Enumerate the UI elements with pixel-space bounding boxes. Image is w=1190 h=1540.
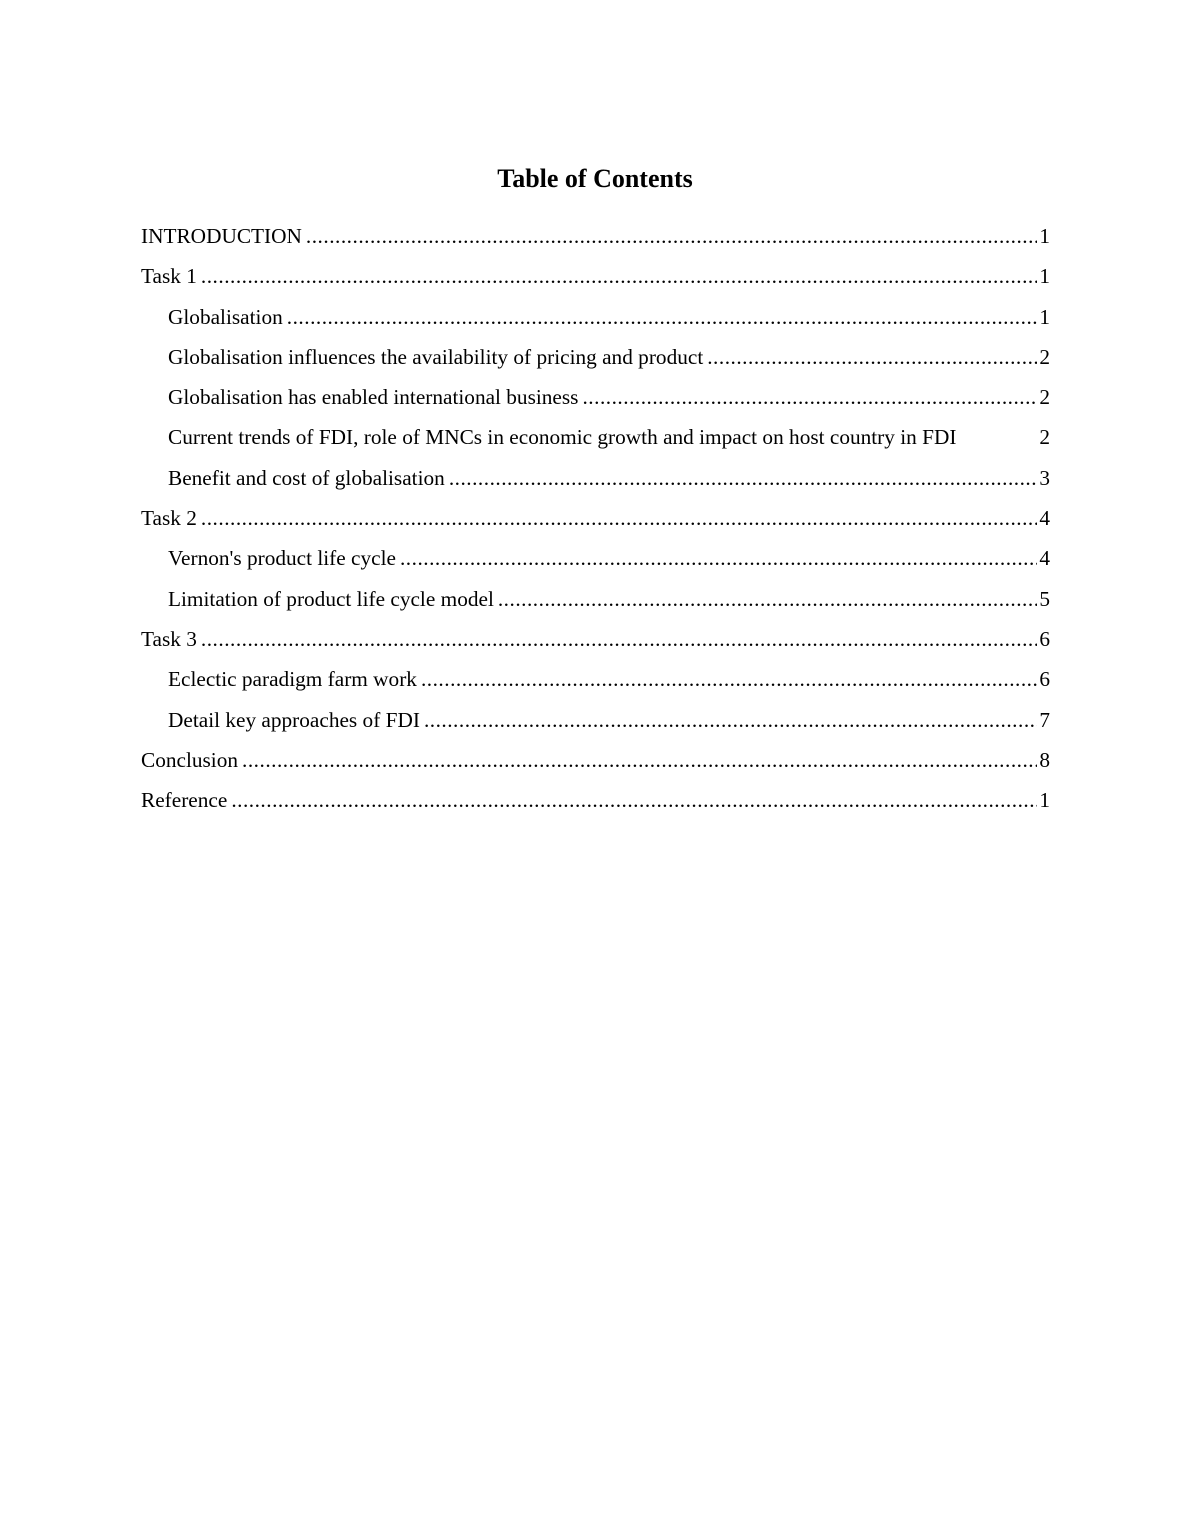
- toc-dot-leader: [707, 342, 1037, 372]
- toc-dot-leader: [421, 664, 1037, 694]
- toc-entry-vernon[interactable]: [141, 543, 1050, 583]
- toc-dot-leader: [287, 302, 1038, 332]
- toc-dot-leader: [231, 785, 1037, 815]
- toc-entry-label: Benefit and cost of globalisation: [168, 463, 449, 493]
- toc-dot-leader: [400, 543, 1037, 573]
- toc-dot-leader: [201, 503, 1037, 533]
- toc-page-number: 1: [1039, 264, 1050, 289]
- toc-page-number: 5: [1039, 586, 1050, 611]
- toc-dot-leader: [582, 382, 1037, 412]
- toc-entry-label: Current trends of FDI, role of MNCs in economic growth and impact on host country in FDI: [168, 422, 960, 452]
- toc-entry-globalisation[interactable]: [141, 302, 1050, 342]
- toc-entry-label: Globalisation has enabled international business: [168, 382, 582, 412]
- toc-page-number: 2: [1039, 385, 1050, 410]
- toc-entry-label: INTRODUCTION: [141, 221, 306, 251]
- toc-entry-label: Detail key approaches of FDI: [168, 705, 424, 735]
- toc-entry-introduction[interactable]: [141, 221, 1050, 261]
- toc-entry-label: Task 1: [141, 261, 201, 291]
- toc-dot-leader: [498, 584, 1037, 614]
- toc-dot-leader: [242, 745, 1037, 775]
- toc-dot-leader: [449, 463, 1038, 493]
- toc-page-number: 2: [1039, 344, 1050, 369]
- toc-entry-label: Task 3: [141, 624, 201, 654]
- toc-page-number: 2: [1039, 425, 1050, 450]
- toc-title: Table of Contents: [497, 164, 693, 193]
- toc-page-number: 1: [1039, 224, 1050, 248]
- toc-list: [141, 221, 1050, 825]
- toc-entry-label: Globalisation influences the availability of pricing and product: [168, 342, 707, 372]
- toc-dot-leader: [306, 221, 1037, 251]
- toc-page-number: 6: [1039, 667, 1050, 692]
- toc-entry-task-1[interactable]: [141, 261, 1050, 301]
- toc-entry-international-business[interactable]: [141, 382, 1050, 422]
- toc-entry-label: Task 2: [141, 503, 201, 533]
- toc-entry-label: Eclectic paradigm farm work: [168, 664, 421, 694]
- toc-entry-benefit-cost[interactable]: [141, 463, 1050, 503]
- toc-dot-leader: [424, 705, 1037, 735]
- toc-page-number: 1: [1039, 788, 1050, 813]
- toc-entry-fdi-trends[interactable]: [141, 422, 1050, 462]
- toc-entry-label: Conclusion: [141, 745, 242, 775]
- toc-page-number: 8: [1039, 747, 1050, 772]
- toc-page-number: 4: [1039, 506, 1050, 531]
- toc-entry-conclusion[interactable]: [141, 745, 1050, 785]
- toc-page-number: 4: [1039, 546, 1050, 571]
- toc-entry-label: Limitation of product life cycle model: [168, 584, 498, 614]
- toc-entry-limitation[interactable]: [141, 584, 1050, 624]
- toc-page-number: 7: [1039, 707, 1050, 732]
- toc-entry-label: Globalisation: [168, 302, 287, 332]
- toc-entry-eclectic[interactable]: [141, 664, 1050, 704]
- toc-page-number: 1: [1039, 304, 1050, 329]
- toc-entry-task-3[interactable]: [141, 624, 1050, 664]
- toc-dot-leader: [201, 261, 1037, 291]
- toc-entry-globalisation-pricing[interactable]: [141, 342, 1050, 382]
- toc-entry-task-2[interactable]: [141, 503, 1050, 543]
- toc-entry-label: Vernon's product life cycle: [168, 543, 400, 573]
- toc-page-number: 3: [1039, 465, 1050, 490]
- toc-entry-label: Reference: [141, 785, 231, 815]
- toc-entry-fdi-approaches[interactable]: [141, 705, 1050, 745]
- toc-entry-reference[interactable]: [141, 785, 1050, 825]
- toc-dot-leader: [201, 624, 1037, 654]
- toc-page-number: 6: [1039, 626, 1050, 651]
